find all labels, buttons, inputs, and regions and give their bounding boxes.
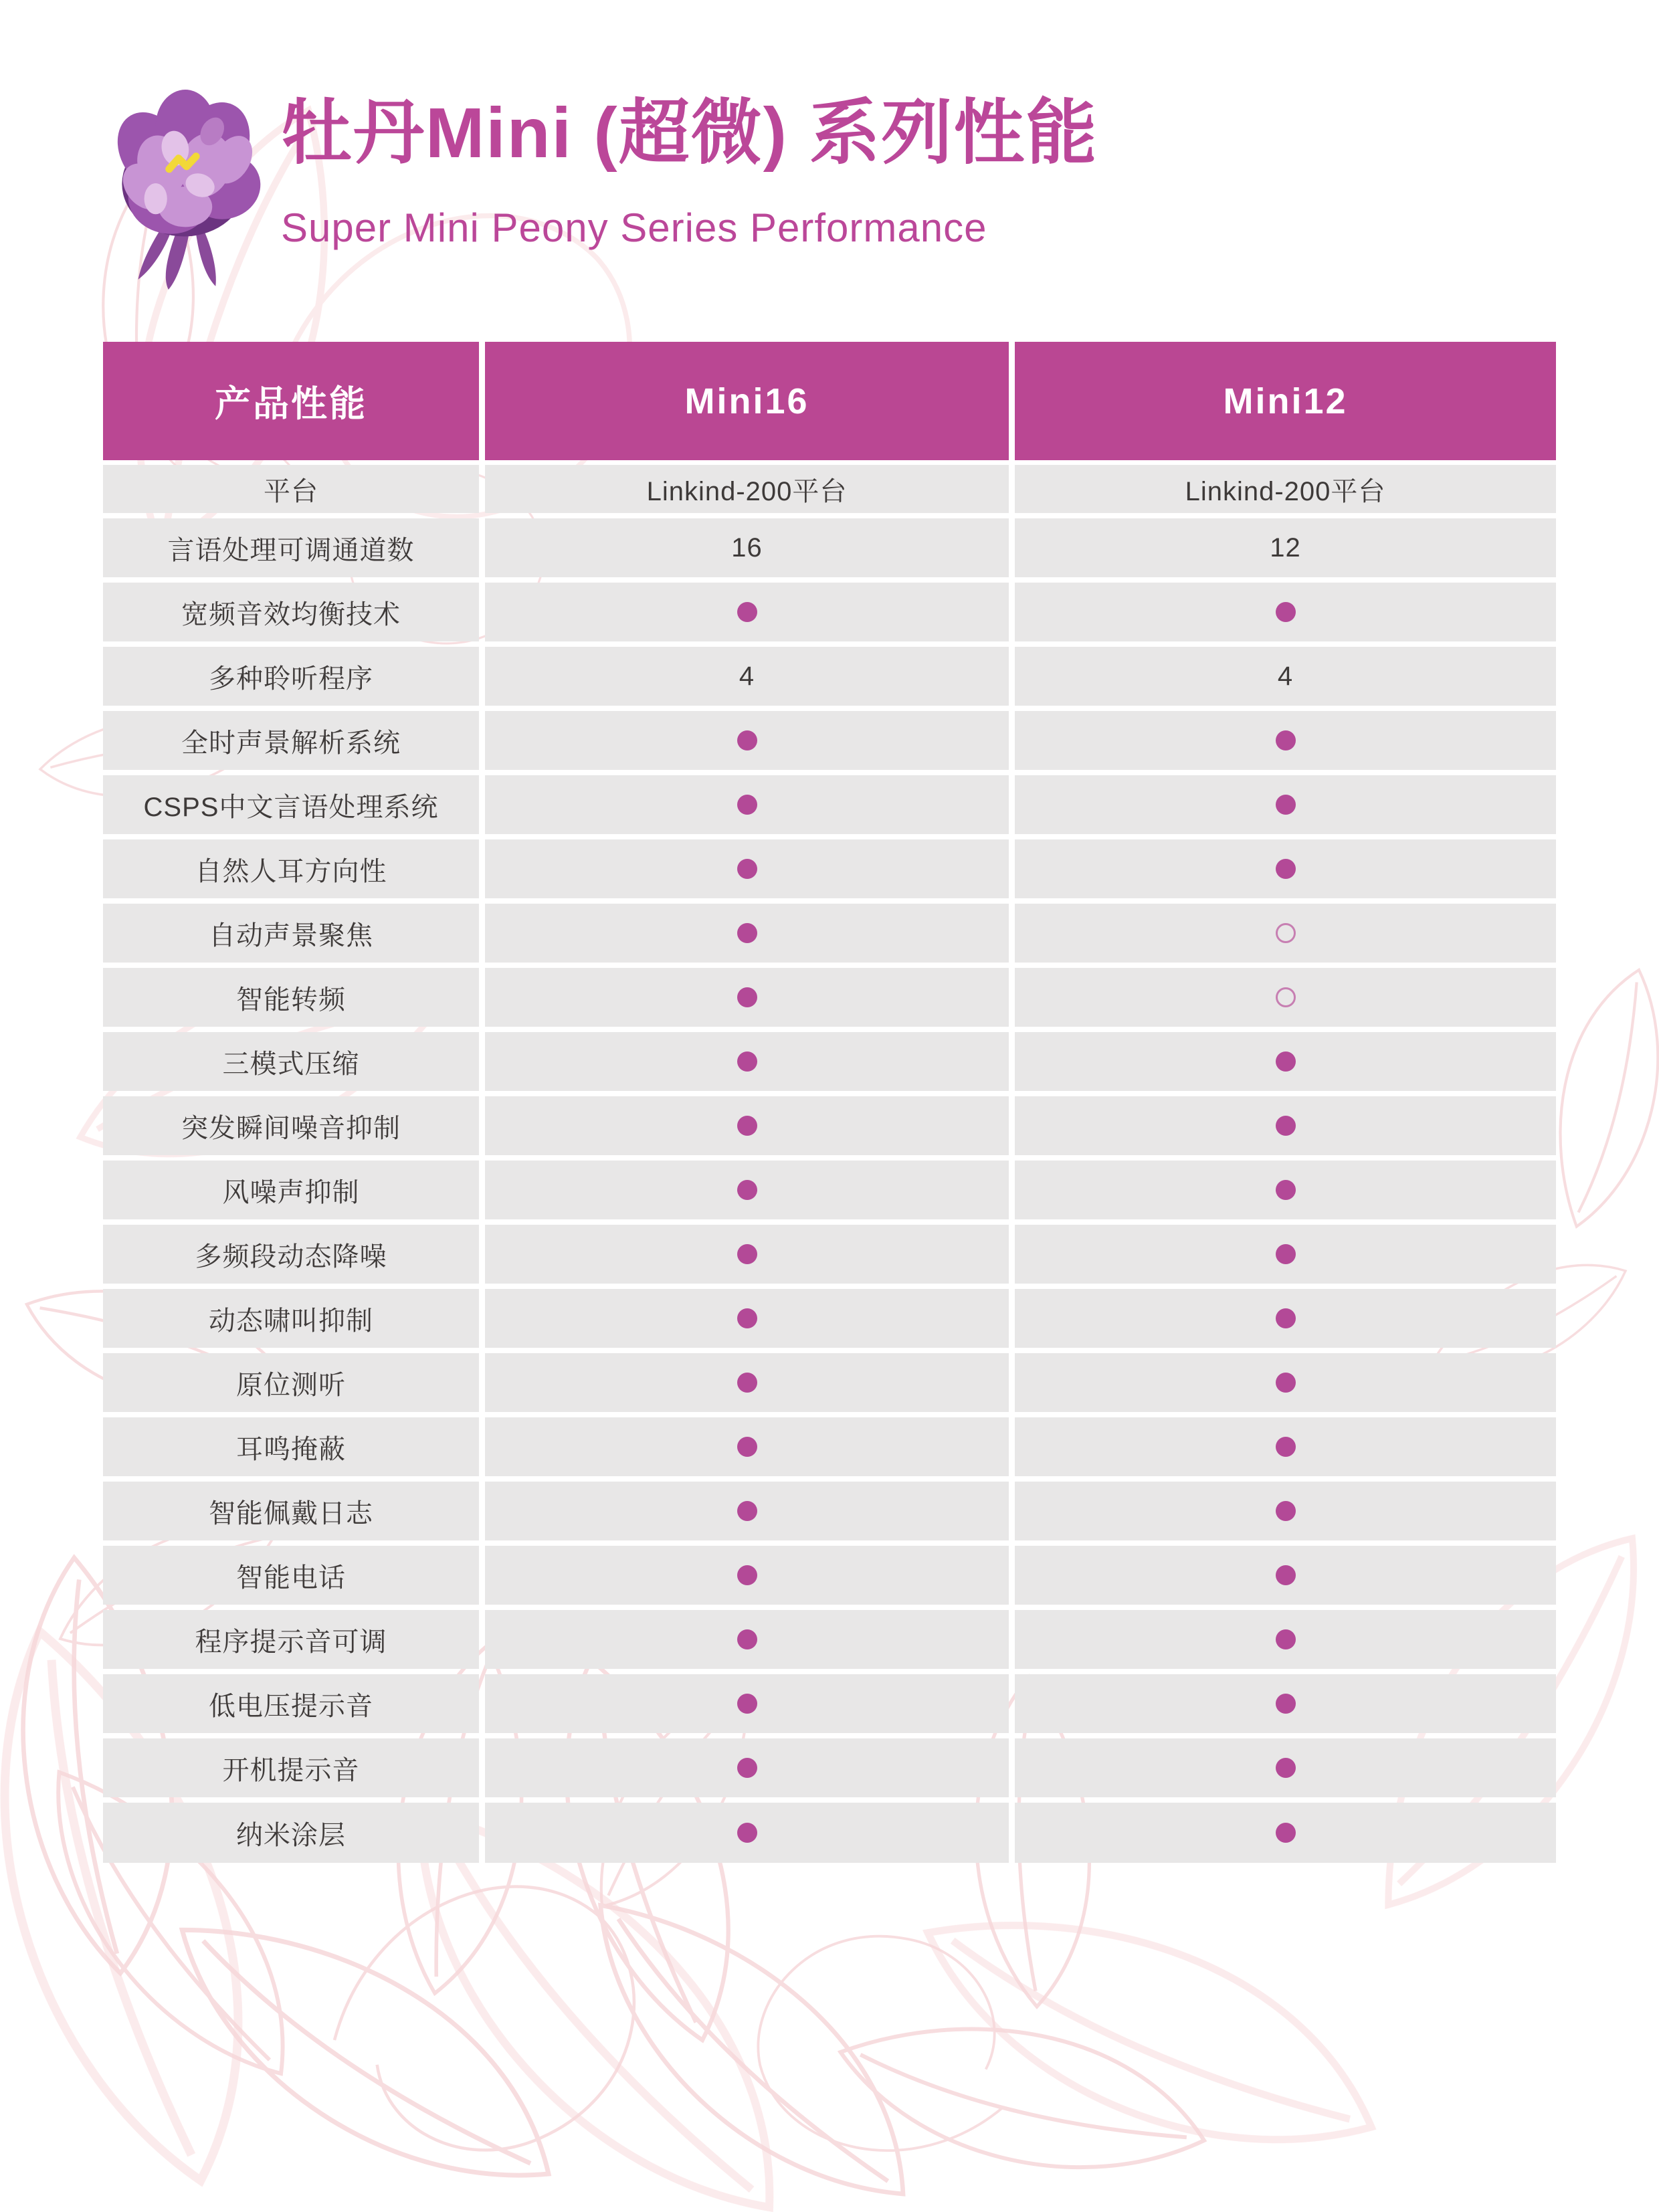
feature-supported-dot-icon [737, 1308, 757, 1328]
mini12-value-cell [1015, 1546, 1556, 1605]
feature-supported-dot-icon [1276, 1823, 1296, 1843]
feature-supported-dot-icon [1276, 1694, 1296, 1714]
feature-supported-dot-icon [737, 1501, 757, 1521]
mini16-value-cell [485, 1610, 1009, 1669]
feature-value-text: Linkind-200平台 [1185, 476, 1386, 506]
feature-supported-dot-icon [1276, 1373, 1296, 1393]
feature-supported-dot-icon [1276, 1565, 1296, 1585]
feature-supported-dot-icon [737, 1437, 757, 1457]
feature-label: 突发瞬间噪音抑制 [181, 1113, 401, 1143]
feature-label: 低电压提示音 [209, 1691, 373, 1721]
feature-label-cell [103, 1610, 479, 1669]
feature-supported-dot-icon [1276, 1437, 1296, 1457]
mini16-value-cell [485, 1289, 1009, 1348]
column-header-product-performance: 产品性能 [103, 342, 479, 460]
feature-label: 宽频音效均衡技术 [181, 599, 401, 629]
feature-supported-dot-icon [737, 1629, 757, 1649]
feature-label-cell [103, 647, 479, 706]
feature-supported-dot-icon [1276, 1180, 1296, 1200]
mini12-value-cell [1015, 1032, 1556, 1091]
feature-label-cell [103, 1803, 479, 1863]
table-row [103, 1096, 1556, 1155]
mini16-value-cell [485, 1803, 1009, 1863]
mini12-value-cell [1015, 1803, 1556, 1863]
feature-supported-dot-icon [1276, 1116, 1296, 1136]
mini16-value-cell [485, 518, 1009, 577]
feature-supported-dot-icon [737, 923, 757, 943]
table-row [103, 647, 1556, 706]
mini12-value-cell [1015, 775, 1556, 834]
peony-flower-icon [104, 84, 273, 293]
feature-supported-dot-icon [737, 1373, 757, 1393]
feature-supported-dot-icon [1276, 859, 1296, 879]
feature-label-cell [103, 1032, 479, 1091]
feature-label-cell [103, 1738, 479, 1797]
feature-label-cell [103, 839, 479, 898]
page-header [104, 84, 1098, 293]
feature-supported-dot-icon [1276, 730, 1296, 750]
column-header-mini12: Mini12 [1015, 342, 1556, 460]
feature-value-text: 4 [739, 661, 755, 691]
mini16-value-cell [485, 1353, 1009, 1412]
mini16-value-cell [485, 775, 1009, 834]
feature-supported-dot-icon [737, 1694, 757, 1714]
feature-label-cell [103, 1353, 479, 1412]
mini16-value-cell [485, 1161, 1009, 1219]
mini12-value-cell [1015, 1096, 1556, 1155]
table-row [103, 904, 1556, 963]
feature-label: 耳鸣掩蔽 [236, 1434, 346, 1464]
feature-supported-dot-icon [737, 795, 757, 815]
mini16-value-cell [485, 1096, 1009, 1155]
mini12-value-cell [1015, 1225, 1556, 1284]
feature-supported-dot-icon [737, 1823, 757, 1843]
mini16-value-cell [485, 647, 1009, 706]
feature-label-cell [103, 1225, 479, 1284]
feature-unsupported-dot-icon [1276, 923, 1296, 943]
mini16-value-cell [485, 968, 1009, 1027]
feature-supported-dot-icon [737, 1051, 757, 1072]
mini12-value-cell [1015, 1610, 1556, 1669]
feature-supported-dot-icon [1276, 795, 1296, 815]
feature-supported-dot-icon [1276, 1051, 1296, 1072]
feature-label: 多种聆听程序 [209, 664, 373, 694]
feature-supported-dot-icon [737, 987, 757, 1007]
feature-supported-dot-icon [1276, 1501, 1296, 1521]
feature-label: 智能电话 [236, 1563, 346, 1593]
table-row [103, 583, 1556, 641]
feature-label-cell [103, 775, 479, 834]
mini12-value-cell [1015, 904, 1556, 963]
table-row [103, 1353, 1556, 1412]
feature-label: 全时声景解析系统 [181, 728, 401, 758]
mini16-value-cell [485, 465, 1009, 513]
mini16-value-cell [485, 1546, 1009, 1605]
feature-label: 智能佩戴日志 [209, 1498, 373, 1528]
table-row [103, 518, 1556, 577]
feature-supported-dot-icon [737, 1565, 757, 1585]
feature-value-text: Linkind-200平台 [646, 476, 848, 506]
table-row [103, 775, 1556, 834]
table-row [103, 711, 1556, 770]
mini12-value-cell [1015, 518, 1556, 577]
feature-unsupported-dot-icon [1276, 987, 1296, 1007]
table-row [103, 1610, 1556, 1669]
mini16-value-cell [485, 1225, 1009, 1284]
table-row [103, 1289, 1556, 1348]
mini16-value-cell [485, 904, 1009, 963]
mini12-value-cell [1015, 1353, 1556, 1412]
feature-supported-dot-icon [1276, 1629, 1296, 1649]
mini12-value-cell [1015, 839, 1556, 898]
feature-label-cell [103, 1289, 479, 1348]
mini16-value-cell [485, 583, 1009, 641]
feature-label-cell [103, 904, 479, 963]
feature-label: 动态啸叫抑制 [209, 1306, 373, 1336]
feature-supported-dot-icon [1276, 602, 1296, 622]
feature-label: 自然人耳方向性 [195, 856, 387, 886]
feature-label-cell [103, 1674, 479, 1733]
feature-supported-dot-icon [737, 1244, 757, 1264]
feature-label-cell [103, 465, 479, 513]
mini12-value-cell [1015, 1482, 1556, 1540]
mini12-value-cell [1015, 711, 1556, 770]
feature-label: 原位测听 [236, 1370, 346, 1400]
table-header-row [103, 342, 1556, 460]
column-header-mini16: Mini16 [485, 342, 1009, 460]
feature-supported-dot-icon [737, 730, 757, 750]
feature-label: 风噪声抑制 [222, 1177, 360, 1207]
table-row [103, 1032, 1556, 1091]
table-row [103, 968, 1556, 1027]
table-row [103, 1803, 1556, 1863]
mini12-value-cell [1015, 968, 1556, 1027]
title-block [281, 84, 1098, 251]
feature-label-cell [103, 968, 479, 1027]
mini16-value-cell [485, 1482, 1009, 1540]
table-row [103, 1482, 1556, 1540]
feature-label-cell [103, 583, 479, 641]
feature-label: 纳米涂层 [236, 1820, 346, 1850]
mini12-value-cell [1015, 1417, 1556, 1476]
feature-label: 三模式压缩 [222, 1049, 360, 1079]
mini12-value-cell [1015, 583, 1556, 641]
mini12-value-cell [1015, 1738, 1556, 1797]
page-title: 牡丹Mini (超微) 系列性能 [281, 94, 1098, 173]
feature-value-text: 4 [1277, 661, 1294, 691]
feature-label-cell [103, 518, 479, 577]
page-subtitle: Super Mini Peony Series Performance [281, 205, 987, 251]
feature-supported-dot-icon [1276, 1758, 1296, 1778]
table-row [103, 1738, 1556, 1797]
feature-label: 言语处理可调通道数 [167, 535, 415, 565]
feature-label-cell [103, 1096, 479, 1155]
feature-supported-dot-icon [1276, 1308, 1296, 1328]
feature-label-cell [103, 1546, 479, 1605]
mini12-value-cell [1015, 1674, 1556, 1733]
feature-label-cell [103, 1417, 479, 1476]
table-row [103, 1161, 1556, 1219]
mini12-value-cell [1015, 465, 1556, 513]
performance-table [103, 342, 1556, 1863]
feature-label: 开机提示音 [222, 1755, 360, 1785]
mini16-value-cell [485, 1032, 1009, 1091]
table-row [103, 1225, 1556, 1284]
feature-supported-dot-icon [737, 859, 757, 879]
table-row [103, 1546, 1556, 1605]
table-row [103, 465, 1556, 513]
mini16-value-cell [485, 1674, 1009, 1733]
mini16-value-cell [485, 711, 1009, 770]
feature-label: 自动声景聚焦 [209, 920, 373, 950]
table-row [103, 839, 1556, 898]
feature-supported-dot-icon [1276, 1244, 1296, 1264]
feature-supported-dot-icon [737, 1116, 757, 1136]
feature-value-text: 16 [731, 532, 763, 563]
mini12-value-cell [1015, 1289, 1556, 1348]
feature-label: 程序提示音可调 [195, 1627, 387, 1657]
feature-label-cell [103, 1482, 479, 1540]
feature-supported-dot-icon [737, 602, 757, 622]
feature-label-cell [103, 1161, 479, 1219]
feature-label: 多频段动态降噪 [195, 1241, 387, 1272]
table-row [103, 1674, 1556, 1733]
feature-value-text: 12 [1270, 532, 1301, 563]
feature-supported-dot-icon [737, 1180, 757, 1200]
mini16-value-cell [485, 1738, 1009, 1797]
feature-supported-dot-icon [737, 1758, 757, 1778]
feature-label: CSPS中文言语处理系统 [143, 792, 439, 822]
mini16-value-cell [485, 839, 1009, 898]
feature-label: 智能转频 [236, 985, 346, 1015]
table-body [103, 465, 1556, 1863]
feature-label-cell [103, 711, 479, 770]
table-row [103, 1417, 1556, 1476]
mini16-value-cell [485, 1417, 1009, 1476]
feature-label: 平台 [264, 476, 318, 506]
mini12-value-cell [1015, 1161, 1556, 1219]
mini12-value-cell [1015, 647, 1556, 706]
